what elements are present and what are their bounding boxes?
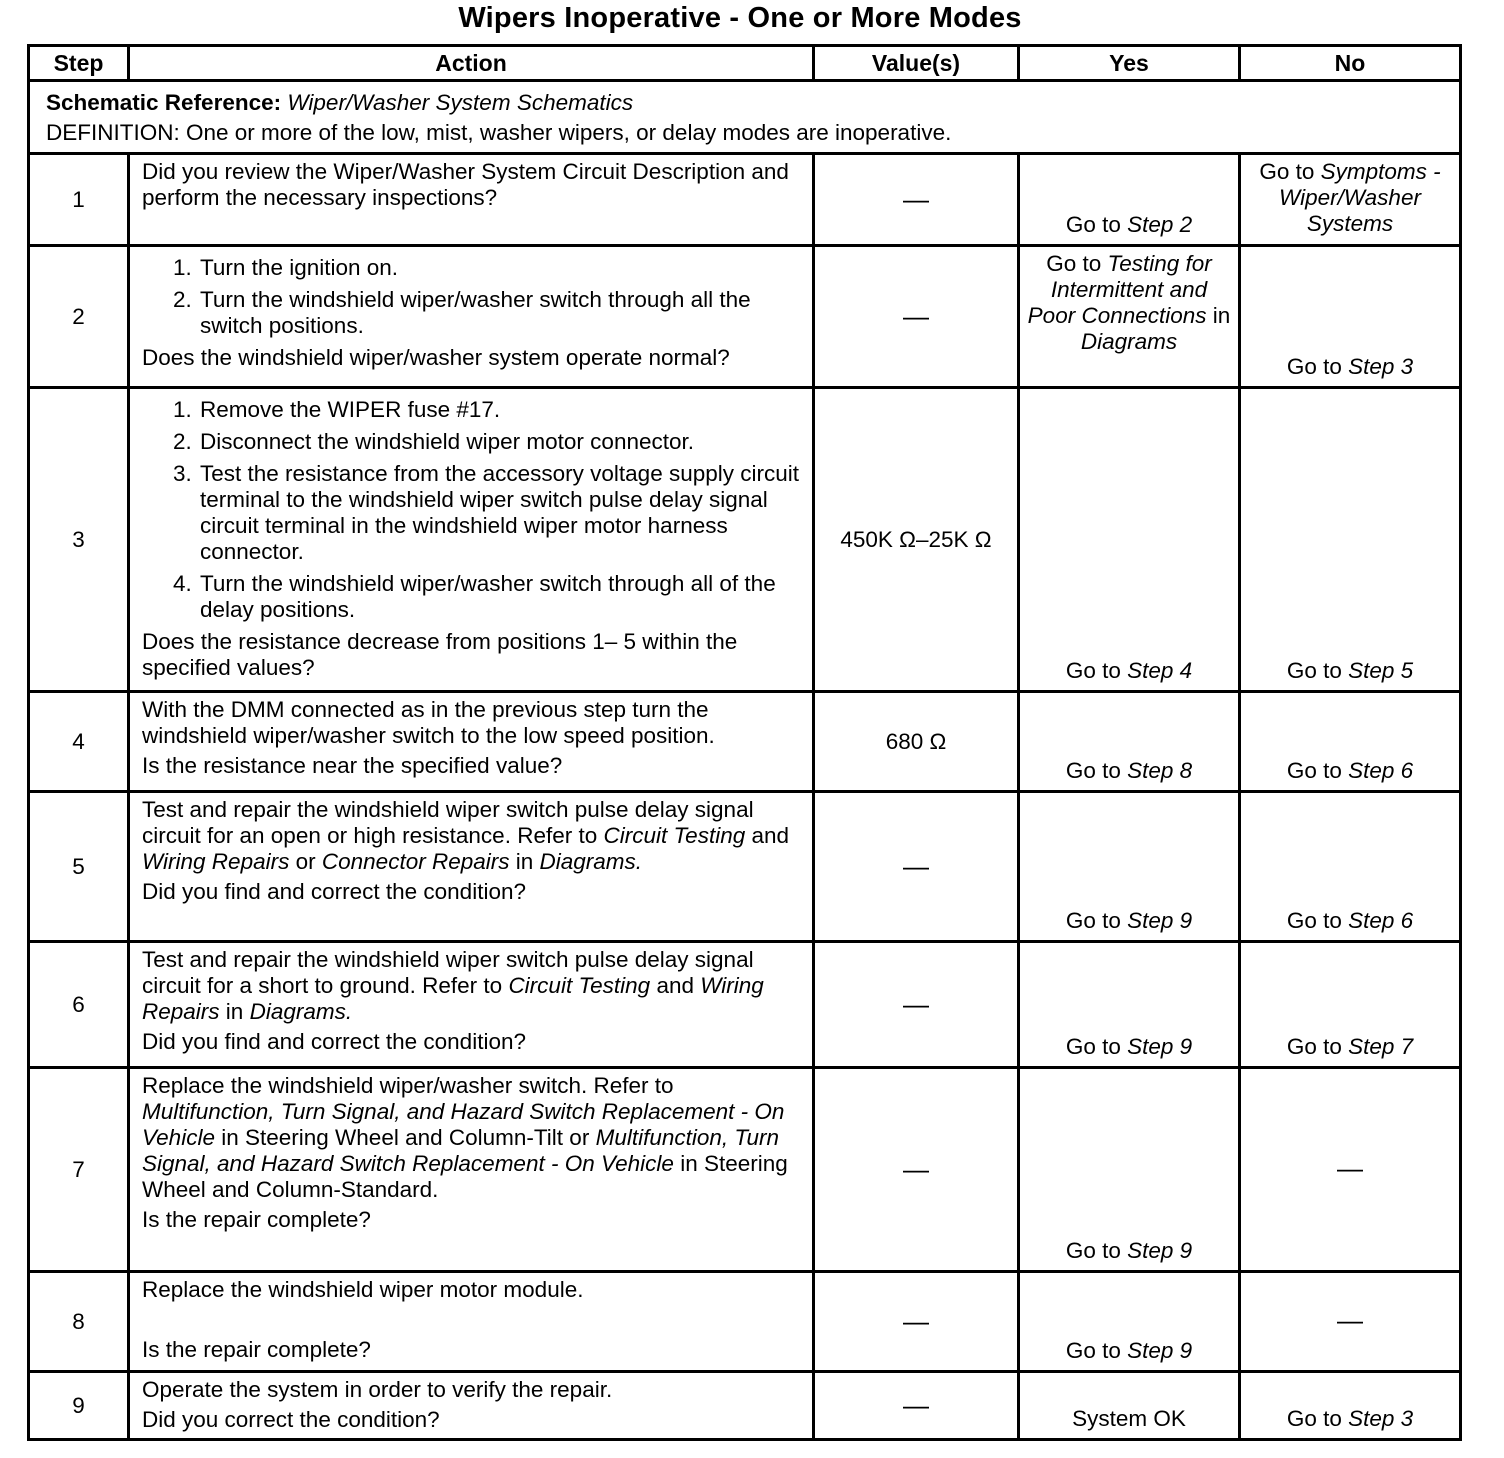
step-value	[814, 1068, 1019, 1272]
step-yes[interactable]	[1019, 942, 1240, 1068]
page-title: Wipers Inoperative - One or More Modes	[458, 2, 1022, 34]
step-yes	[1019, 1372, 1240, 1440]
step-yes[interactable]	[1019, 792, 1240, 942]
step-yes[interactable]	[1019, 1272, 1240, 1372]
action-question: Is the repair complete?	[142, 1207, 371, 1232]
go-to-text: Go to	[1065, 908, 1121, 933]
step-row-9	[29, 1372, 1461, 1440]
step-value	[814, 692, 1019, 792]
go-to-text: Go to	[1065, 1338, 1121, 1363]
header-yes: Yes	[1019, 46, 1240, 81]
action-question: Did you correct the condition?	[142, 1407, 440, 1432]
system-ok-text: System OK	[1072, 1406, 1186, 1431]
no-target-link[interactable]: Step 5	[1348, 658, 1414, 683]
action-item: 2. Disconnect the windshield wiper motor connector.	[198, 429, 804, 455]
value-text: —	[903, 1389, 929, 1420]
yes-target-link[interactable]: Step 4	[1127, 658, 1193, 683]
action-question: Did you find and correct the condition?	[142, 879, 526, 904]
action-text: Operate the system in order to verify the repair.	[142, 1377, 613, 1402]
connector-word: and	[656, 973, 694, 998]
header-no: No	[1240, 46, 1461, 81]
step-action	[129, 246, 814, 388]
diagnostic-table	[27, 44, 1462, 1441]
go-to-text: Go to	[1259, 159, 1315, 184]
yes-target-link[interactable]: Step 2	[1127, 212, 1193, 237]
step-no[interactable]	[1240, 388, 1461, 692]
definition-text: DEFINITION: One or more of the low, mist, washer wipers, or delay modes are inoperative.	[46, 120, 952, 145]
diagrams-link[interactable]: Diagrams.	[249, 999, 353, 1024]
wiring-repairs-link[interactable]: Wiring Repairs	[142, 973, 764, 1024]
step-row-8	[29, 1272, 1461, 1372]
step-row-3	[29, 388, 1461, 692]
in-text: in	[1212, 303, 1231, 328]
action-item: 1. Turn the ignition on.	[198, 255, 804, 281]
go-to-text: Go to	[1286, 908, 1342, 933]
step-action	[129, 692, 814, 792]
schematic-reference-link[interactable]: Wiper/Washer System Schematics	[287, 90, 634, 115]
step-row-1	[29, 154, 1461, 246]
go-to-text: Go to	[1065, 758, 1121, 783]
step-row-6	[29, 942, 1461, 1068]
step-action	[129, 388, 814, 692]
step-number: 5	[29, 792, 129, 942]
action-text	[142, 947, 804, 1025]
step-no	[1240, 1068, 1461, 1272]
connector-repairs-link[interactable]: Connector Repairs	[321, 849, 510, 874]
step-value	[814, 1272, 1019, 1372]
action-item: 3. Test the resistance from the accessory voltage supply circuit terminal to the windshield wiper switch pulse delay signal circuit terminal in the windshield wiper motor harness connector.	[198, 461, 804, 565]
step-yes[interactable]	[1019, 388, 1240, 692]
no-target-link[interactable]: Step 6	[1348, 908, 1414, 933]
step-number: 2	[29, 246, 129, 388]
step-row-2	[29, 246, 1461, 388]
yes-target-link[interactable]: Step 9	[1127, 1034, 1193, 1059]
value-text: —	[903, 183, 929, 214]
go-to-text: Go to	[1046, 251, 1102, 276]
no-value-text: —	[1337, 1152, 1363, 1183]
step-action	[129, 1372, 814, 1440]
action-text	[142, 797, 804, 875]
step-number: 4	[29, 692, 129, 792]
action-question: Did you find and correct the condition?	[142, 1029, 526, 1054]
step-action	[129, 792, 814, 942]
value-text: 680 Ω	[885, 728, 947, 754]
reference-cell	[29, 81, 1461, 154]
step-no	[1240, 1272, 1461, 1372]
circuit-testing-link[interactable]: Circuit Testing	[508, 973, 651, 998]
no-target-link[interactable]: Step 7	[1348, 1034, 1414, 1059]
action-text-part: in Steering Wheel and Column-Tilt or	[221, 1125, 590, 1150]
go-to-text: Go to	[1065, 1238, 1121, 1263]
action-text: With the DMM connected as in the previous step turn the windshield wiper/washer switch to the low speed position.	[142, 697, 715, 748]
step-row-4	[29, 692, 1461, 792]
yes-target-link[interactable]: Step 8	[1127, 758, 1193, 783]
value-text: —	[903, 988, 929, 1019]
header-values: Value(s)	[814, 46, 1019, 81]
go-to-text: Go to	[1065, 1034, 1121, 1059]
step-value	[814, 792, 1019, 942]
action-text: Replace the windshield wiper motor module.	[142, 1277, 584, 1302]
connector-word: or	[295, 849, 316, 874]
go-to-text: Go to	[1286, 658, 1342, 683]
action-question: Is the repair complete?	[142, 1337, 371, 1362]
step-no[interactable]	[1240, 792, 1461, 942]
diagrams-link[interactable]: Diagrams.	[539, 849, 643, 874]
step-value	[814, 942, 1019, 1068]
step-yes[interactable]	[1019, 1068, 1240, 1272]
step-no[interactable]	[1240, 1372, 1461, 1440]
go-to-text: Go to	[1286, 354, 1342, 379]
switch-replacement-link[interactable]: Multifunction, Turn Signal, and Hazard Switch Replacement - On Vehicle	[142, 1125, 779, 1176]
step-number: 8	[29, 1272, 129, 1372]
step-value	[814, 154, 1019, 246]
no-target-link[interactable]: Symptoms - Wiper/Washer Systems	[1279, 159, 1441, 236]
step-value	[814, 1372, 1019, 1440]
action-question: Does the windshield wiper/washer system operate normal?	[142, 345, 730, 370]
action-item: 1. Remove the WIPER fuse #17.	[198, 397, 804, 423]
connector-word: and	[751, 823, 790, 848]
value-text: 450K Ω–25K Ω	[840, 526, 992, 552]
action-item: 4. Turn the windshield wiper/washer switch through all of the delay positions.	[198, 571, 804, 623]
go-to-text: Go to	[1065, 212, 1121, 237]
step-number: 3	[29, 388, 129, 692]
value-text: —	[903, 1153, 929, 1184]
wiring-repairs-link[interactable]: Wiring Repairs	[142, 849, 290, 874]
go-to-text: Go to	[1286, 1406, 1342, 1431]
header-step: Step	[29, 46, 129, 81]
go-to-text: Go to	[1065, 658, 1121, 683]
action-text-part: in Steering Wheel and Column-Standard.	[142, 1151, 788, 1202]
step-action	[129, 942, 814, 1068]
header-action: Action	[129, 46, 814, 81]
header-row	[29, 46, 1461, 81]
value-text: —	[903, 1305, 929, 1336]
go-to-text: Go to	[1286, 758, 1342, 783]
step-no[interactable]	[1240, 692, 1461, 792]
step-number: 7	[29, 1068, 129, 1272]
switch-replacement-link[interactable]: Multifunction, Turn Signal, and Hazard Switch Replacement - On Vehicle	[142, 1099, 785, 1150]
step-value	[814, 388, 1019, 692]
yes-target-link[interactable]: Step 9	[1127, 1238, 1193, 1263]
action-text-part: Replace the windshield wiper/washer switch. Refer to	[142, 1073, 674, 1098]
step-no[interactable]	[1240, 246, 1461, 388]
step-yes[interactable]	[1019, 246, 1240, 388]
action-question: Does the resistance decrease from positions 1– 5 within the specified values?	[142, 629, 738, 680]
step-row-5	[29, 792, 1461, 942]
action-text: Did you review the Wiper/Washer System Circuit Description and perform the necessary inspections?	[142, 159, 789, 210]
action-text-part: Test and repair the windshield wiper switch pulse delay signal circuit for an open or high resistance. Refer to	[142, 797, 754, 848]
no-target-link[interactable]: Step 3	[1348, 354, 1414, 379]
step-action	[129, 1272, 814, 1372]
action-list	[142, 397, 804, 623]
step-no[interactable]	[1240, 154, 1461, 246]
yes-target-link[interactable]: Testing for Intermittent and Poor Connections	[1027, 251, 1212, 328]
step-value	[814, 246, 1019, 388]
connector-word: in	[515, 849, 534, 874]
action-question: Is the resistance near the specified value?	[142, 753, 563, 778]
value-text: —	[903, 300, 929, 331]
value-text: —	[903, 850, 929, 881]
schematic-label: Schematic Reference:	[46, 90, 282, 115]
no-target-link[interactable]: Step 3	[1348, 1406, 1414, 1431]
step-number: 1	[29, 154, 129, 246]
step-row-7	[29, 1068, 1461, 1272]
yes-target-link[interactable]: Step 9	[1127, 908, 1193, 933]
step-number: 9	[29, 1372, 129, 1440]
yes-target-link[interactable]: Step 9	[1127, 1338, 1193, 1363]
action-list	[142, 255, 804, 339]
reference-row	[29, 81, 1461, 154]
yes-target-suffix[interactable]: Diagrams	[1080, 329, 1178, 354]
action-text-part: Test and repair the windshield wiper switch pulse delay signal circuit for a short to ground. Refer to	[142, 947, 754, 998]
step-yes[interactable]	[1019, 692, 1240, 792]
step-action	[129, 1068, 814, 1272]
step-action	[129, 154, 814, 246]
circuit-testing-link[interactable]: Circuit Testing	[603, 823, 746, 848]
no-value-text: —	[1337, 1304, 1363, 1335]
step-yes[interactable]	[1019, 154, 1240, 246]
step-number: 6	[29, 942, 129, 1068]
step-no[interactable]	[1240, 942, 1461, 1068]
connector-word: in	[225, 999, 244, 1024]
no-target-link[interactable]: Step 6	[1348, 758, 1414, 783]
action-item: 2. Turn the windshield wiper/washer switch through all the switch positions.	[198, 287, 804, 339]
action-text	[142, 1073, 804, 1203]
go-to-text: Go to	[1286, 1034, 1342, 1059]
